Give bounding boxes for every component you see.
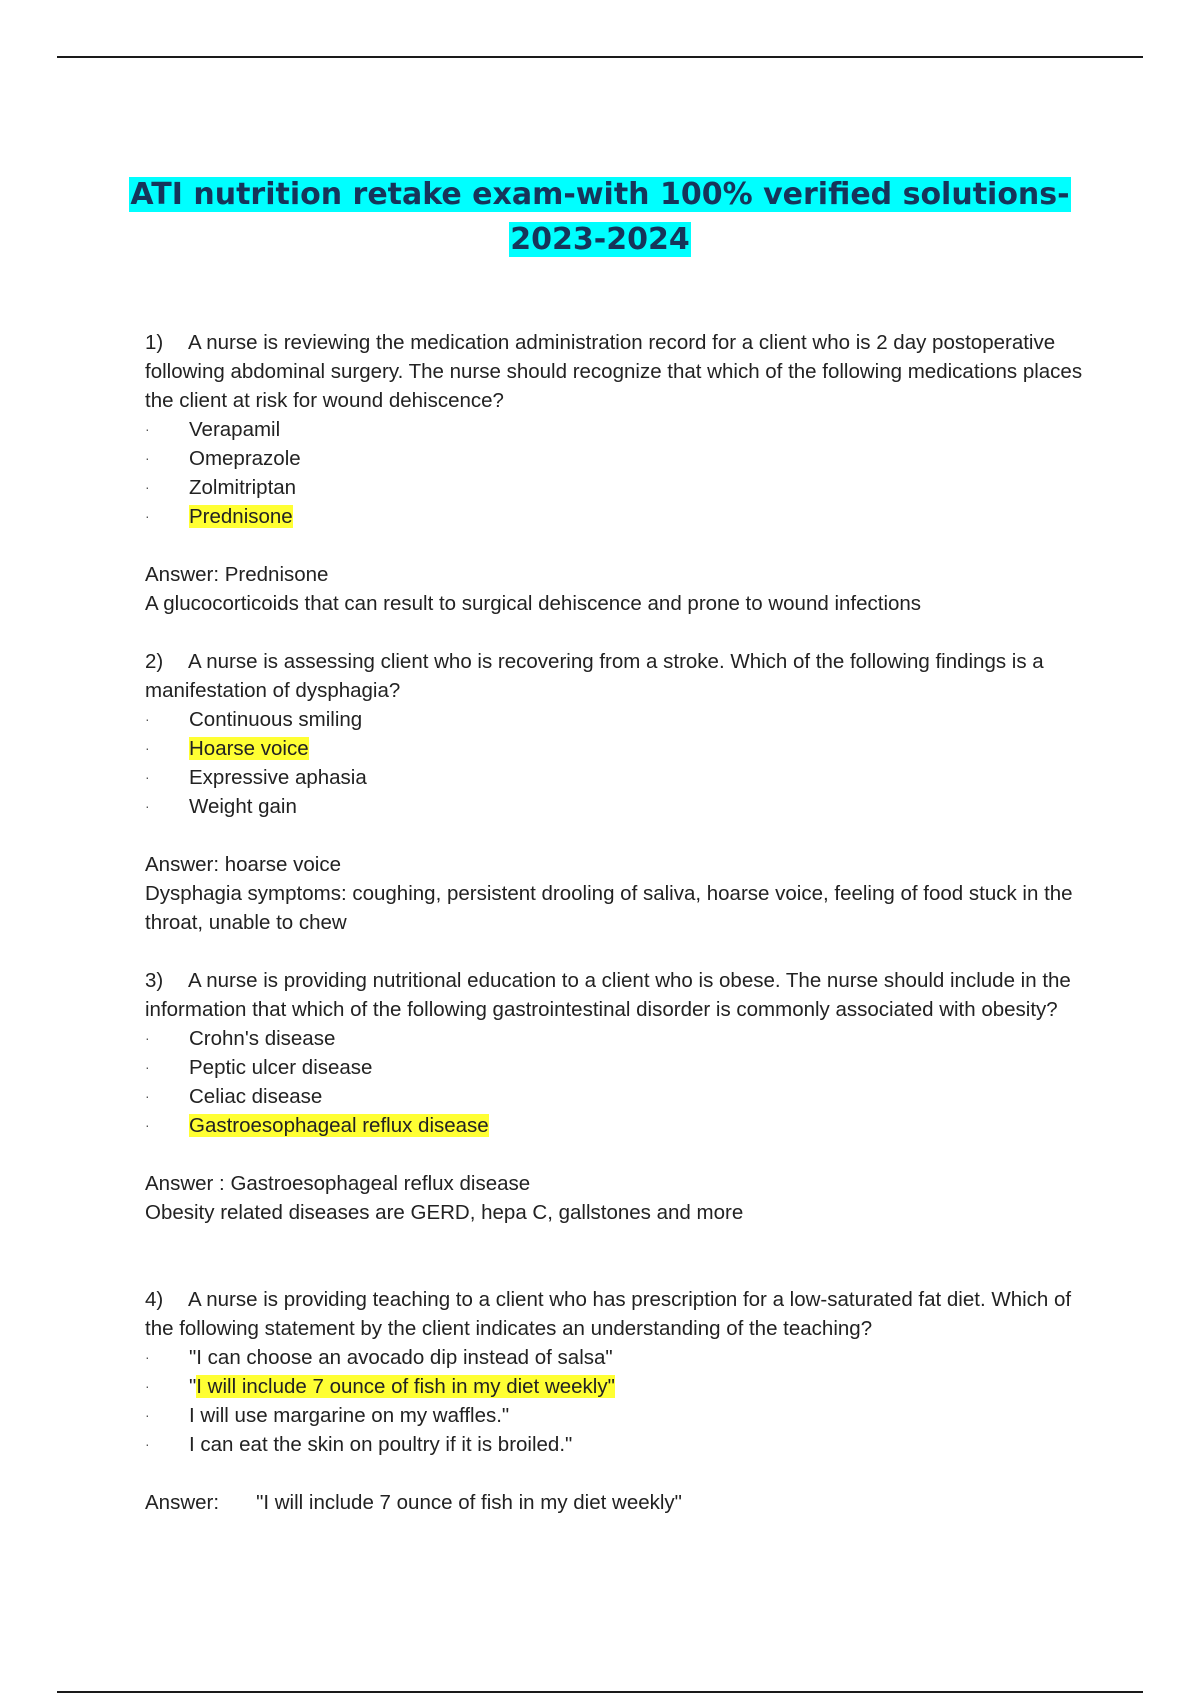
bullet-icon: · xyxy=(145,740,150,756)
bullet-icon: · xyxy=(145,798,150,814)
title-line-2: 2023-2024 xyxy=(510,222,690,257)
answer-explanation: Obesity related diseases are GERD, hepa C, gallstones and more xyxy=(145,1201,744,1224)
option-text: Peptic ulcer disease xyxy=(189,1056,373,1079)
option-text: "I can choose an avocado dip instead of salsa" xyxy=(189,1346,613,1369)
bullet-icon: · xyxy=(145,1117,150,1133)
option-text: Verapamil xyxy=(189,418,281,441)
option-item xyxy=(145,1082,1100,1111)
option-list xyxy=(145,415,1100,531)
option-text-highlighted: Prednisone xyxy=(189,505,293,528)
option-text: Zolmitriptan xyxy=(189,476,297,499)
option-text: Omeprazole xyxy=(189,447,301,470)
option-text: Expressive aphasia xyxy=(189,766,367,789)
option-item xyxy=(145,792,1100,821)
option-text-highlighted: Gastroesophageal reflux disease xyxy=(189,1114,489,1137)
answer-value: Gastroesophageal reflux disease xyxy=(230,1172,531,1195)
question-text: A nurse is reviewing the medication administration record for a client who is 2 day postoperative following abdominal surgery. The nurse should recognize that which of the following medications places the client at risk for wound dehiscence? xyxy=(145,331,1083,412)
option-item xyxy=(145,1024,1100,1053)
option-item-correct xyxy=(145,1372,1100,1401)
option-list xyxy=(145,1024,1100,1140)
bullet-icon: · xyxy=(145,1059,150,1075)
question-number: 2) xyxy=(145,650,164,673)
spacer xyxy=(145,937,1100,966)
bullet-icon: · xyxy=(145,1030,150,1046)
answer-line xyxy=(145,850,1100,879)
bottom-rule xyxy=(57,1691,1143,1693)
answer-label: Answer: xyxy=(145,563,225,586)
answer-explanation: A glucocorticoids that can result to surgical dehiscence and prone to wound infections xyxy=(145,592,922,615)
bullet-icon: · xyxy=(145,1349,150,1365)
option-item-correct xyxy=(145,734,1100,763)
answer-explanation: Dysphagia symptoms: coughing, persistent drooling of saliva, hoarse voice, feeling of food stuck in the throat, unable to chew xyxy=(145,882,1073,934)
question-number: 1) xyxy=(145,331,164,354)
option-item xyxy=(145,444,1100,473)
question-text: A nurse is providing teaching to a client who has prescription for a low-saturated fat diet. Which of the following statement by the client indicates an understanding of the teaching? xyxy=(145,1288,1072,1340)
question-2 xyxy=(145,647,1100,937)
bullet-icon: · xyxy=(145,1378,150,1394)
answer-value: Prednisone xyxy=(224,563,329,586)
option-text-highlighted: I will include 7 ounce of fish in my diet weekly" xyxy=(196,1375,615,1398)
option-text: Crohn's disease xyxy=(189,1027,336,1050)
top-rule xyxy=(57,56,1143,58)
option-item xyxy=(145,705,1100,734)
bullet-icon: · xyxy=(145,479,150,495)
option-item-correct xyxy=(145,1111,1100,1140)
answer-line xyxy=(145,1488,1100,1517)
option-text: Continuous smiling xyxy=(189,708,363,731)
option-item xyxy=(145,415,1100,444)
spacer xyxy=(145,618,1100,647)
question-3 xyxy=(145,966,1100,1227)
option-item xyxy=(145,1401,1100,1430)
option-list xyxy=(145,1343,1100,1459)
option-list xyxy=(145,705,1100,821)
option-text: Weight gain xyxy=(189,795,297,818)
question-stem xyxy=(145,966,1100,1024)
question-4 xyxy=(145,1285,1100,1517)
option-prefix: " xyxy=(189,1375,197,1398)
option-item xyxy=(145,1343,1100,1372)
bullet-icon: · xyxy=(145,1436,150,1452)
answer-line xyxy=(145,560,1100,589)
option-item xyxy=(145,763,1100,792)
question-text: A nurse is providing nutritional education to a client who is obese. The nurse should include in the information that which of the following gastrointestinal disorder is commonly associated with obesity? xyxy=(145,969,1071,1021)
option-text: I will use margarine on my waffles." xyxy=(189,1404,510,1427)
bullet-icon: · xyxy=(145,1088,150,1104)
spacer xyxy=(145,1227,1100,1285)
answer-label: Answer: xyxy=(145,1491,220,1514)
answer-line xyxy=(145,1169,1100,1198)
option-text: I can eat the skin on poultry if it is broiled." xyxy=(189,1433,573,1456)
answer-label: Answer: xyxy=(145,853,225,876)
question-stem xyxy=(145,647,1100,705)
title-line-1: ATI nutrition retake exam-with 100% verified solutions- xyxy=(130,177,1070,212)
question-list xyxy=(145,328,1100,1517)
option-item xyxy=(145,1053,1100,1082)
option-item xyxy=(145,473,1100,502)
bullet-icon: · xyxy=(145,711,150,727)
bullet-icon: · xyxy=(145,508,150,524)
question-number: 3) xyxy=(145,969,164,992)
option-item xyxy=(145,1430,1100,1459)
bullet-icon: · xyxy=(145,1407,150,1423)
bullet-icon: · xyxy=(145,421,150,437)
option-text-highlighted: Hoarse voice xyxy=(189,737,309,760)
question-stem xyxy=(145,1285,1100,1343)
answer-value: hoarse voice xyxy=(224,853,341,876)
question-stem xyxy=(145,328,1100,415)
question-number: 4) xyxy=(145,1288,164,1311)
bullet-icon: · xyxy=(145,450,150,466)
question-text: A nurse is assessing client who is recovering from a stroke. Which of the following findings is a manifestation of dysphagia? xyxy=(145,650,1044,702)
question-1 xyxy=(145,328,1100,618)
document-title xyxy=(100,172,1100,262)
option-item-correct xyxy=(145,502,1100,531)
answer-label: Answer : xyxy=(145,1172,231,1195)
option-text: Celiac disease xyxy=(189,1085,323,1108)
answer-value: "I will include 7 ounce of fish in my diet weekly" xyxy=(256,1491,682,1514)
bullet-icon: · xyxy=(145,769,150,785)
